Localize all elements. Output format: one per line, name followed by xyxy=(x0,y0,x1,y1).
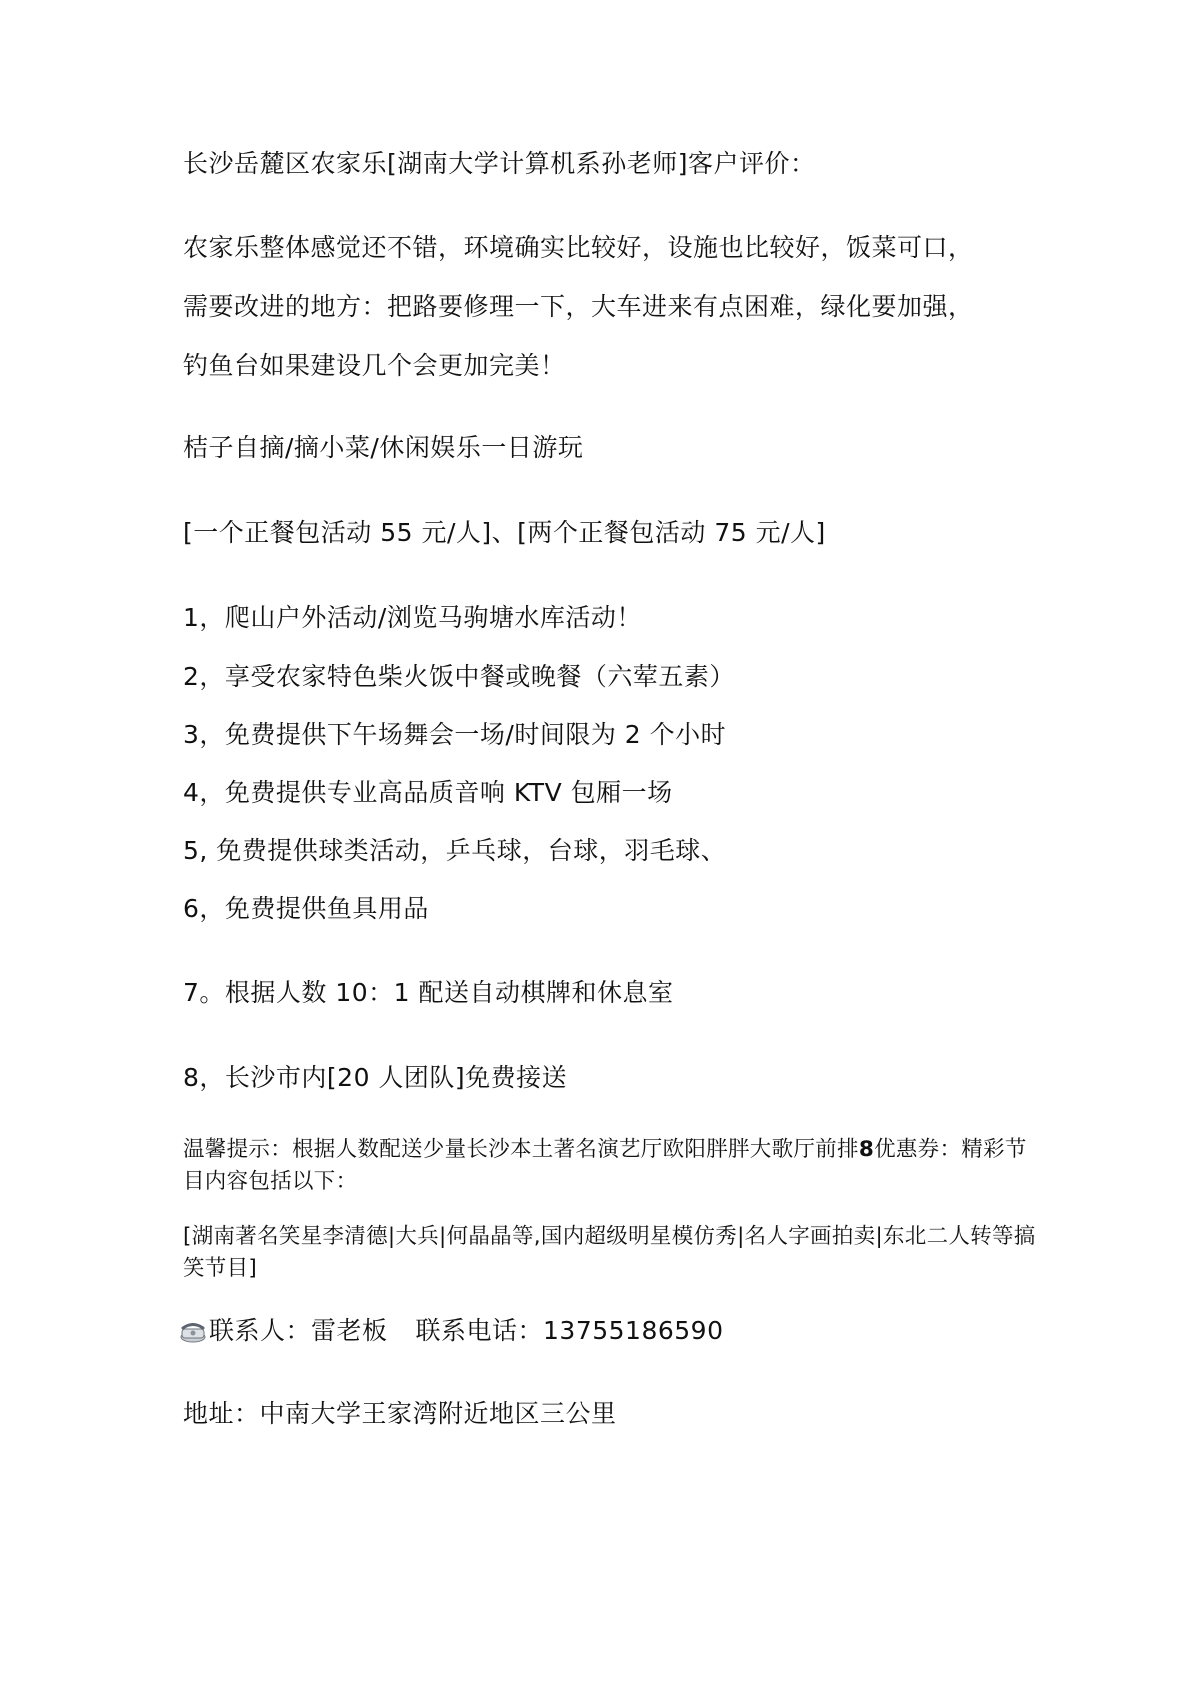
list-item: 8，长沙市内[20 人团队]免费接送 xyxy=(183,1063,568,1092)
tip-text-after: 优惠券：精彩节目内容包括以下： xyxy=(183,1137,1027,1194)
list-item: 6，免费提供鱼具用品 xyxy=(183,894,429,923)
list-item: 3，免费提供下午场舞会一场/时间限为 2 个小时 xyxy=(183,720,727,749)
list-item: 1，爬山户外活动/浏览马驹塘水库活动！ xyxy=(183,603,642,632)
review-line-3: 钓鱼台如果建设几个会更加完美！ xyxy=(183,351,566,380)
list-item: 2，享受农家特色柴火饭中餐或晚餐（六荤五素） xyxy=(183,662,735,691)
programs-paragraph: [湖南著名笑星李清德|大兵|何晶晶等,国内超级明星模仿秀|名人字画拍卖|东北二人转等搞笑节目] xyxy=(183,1224,1036,1281)
pricing-line: [一个正餐包活动 55 元/人]、[两个正餐包活动 75 元/人] xyxy=(183,518,826,547)
review-line-2: 需要改进的地方：把路要修理一下，大车进来有点困难，绿化要加强， xyxy=(183,292,974,321)
tour-title: 桔子自摘/摘小菜/休闲娱乐一日游玩 xyxy=(183,433,584,462)
list-item: 7。根据人数 10：1 配送自动棋牌和休息室 xyxy=(183,978,674,1007)
contact-person: 联系人：雷老板 xyxy=(209,1316,388,1345)
telephone-icon xyxy=(179,1318,207,1344)
contact-phone: 联系电话：13755186590 xyxy=(415,1316,724,1345)
list-item: 4，免费提供专业高品质音响 KTV 包厢一场 xyxy=(183,778,673,807)
document-title: 长沙岳麓区农家乐[湖南大学计算机系孙老师]客户评价： xyxy=(183,149,816,178)
review-line-1: 农家乐整体感觉还不错，环境确实比较好，设施也比较好，饭菜可口， xyxy=(183,233,974,262)
tip-bold-number: 8 xyxy=(858,1137,875,1162)
address-line: 地址：中南大学王家湾附近地区三公里 xyxy=(183,1399,617,1428)
list-item: 5, 免费提供球类活动，乒乓球，台球，羽毛球、 xyxy=(183,836,727,865)
document-page xyxy=(183,0,1063,1698)
tip-text-before: 温馨提示：根据人数配送少量长沙本土著名演艺厅欧阳胖胖大歌厅前排 xyxy=(183,1137,859,1162)
tip-paragraph xyxy=(183,1134,1043,1198)
contact-line xyxy=(179,1315,723,1347)
